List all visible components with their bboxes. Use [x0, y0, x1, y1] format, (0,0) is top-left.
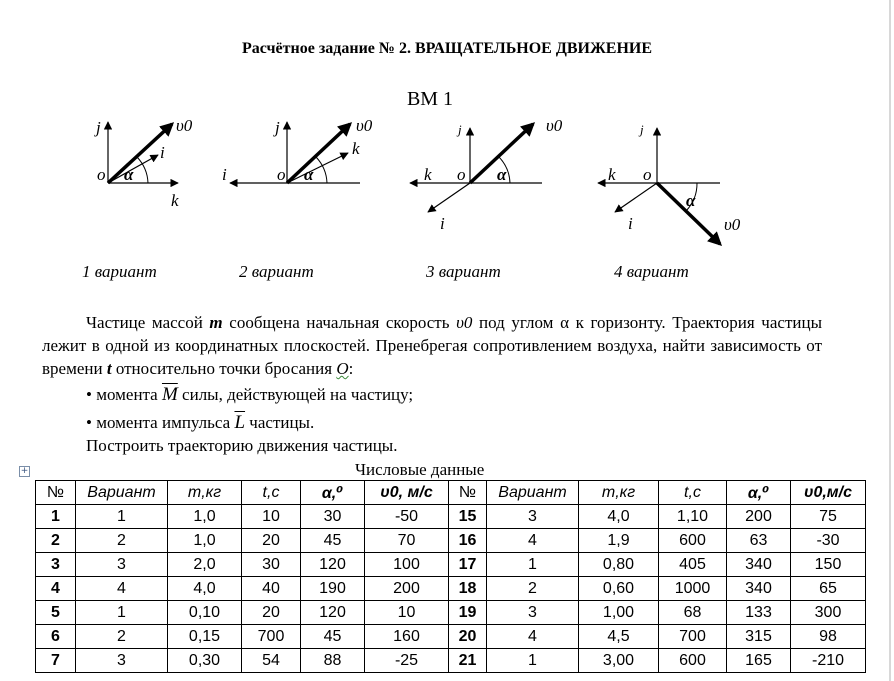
table-cell: 340 — [727, 577, 791, 601]
table-cell: 133 — [727, 601, 791, 625]
table-cell: 45 — [301, 529, 365, 553]
table-cell: 1,0 — [168, 505, 242, 529]
table-cell: 15 — [449, 505, 487, 529]
table-cell: 2 — [76, 529, 168, 553]
table-cell: 75 — [791, 505, 866, 529]
label-alpha: α — [497, 165, 507, 184]
column-header: Вариант — [487, 481, 579, 505]
table-cell: 4 — [487, 625, 579, 649]
table-cell: 4 — [487, 529, 579, 553]
table-cell: 0,10 — [168, 601, 242, 625]
bullet-moment-force: • момента $\overline{M}$ силы, действующей на частицу; — [86, 384, 414, 405]
table-cell: 2 — [76, 625, 168, 649]
table-cell: 20 — [449, 625, 487, 649]
table-cell: 1,10 — [659, 505, 727, 529]
label-o: o — [457, 165, 466, 184]
table-cell: 3,00 — [579, 649, 659, 673]
table-cell: 40 — [242, 577, 301, 601]
label-j: j — [640, 122, 644, 137]
table-row — [36, 577, 866, 601]
variant-label-1: 1 вариант — [82, 262, 157, 281]
table-cell: 68 — [659, 601, 727, 625]
table-cell: 98 — [791, 625, 866, 649]
table-cell: 1000 — [659, 577, 727, 601]
label-v0: υ0 — [176, 116, 193, 135]
label-k: k — [608, 165, 616, 184]
table-cell: 2 — [487, 577, 579, 601]
table-cell: 2,0 — [168, 553, 242, 577]
table-cell: 3 — [36, 553, 76, 577]
table-cell: 63 — [727, 529, 791, 553]
table-cell: 0,60 — [579, 577, 659, 601]
diagram-variant-4 — [598, 122, 741, 244]
table-cell: 1,0 — [168, 529, 242, 553]
label-v0: υ0 — [724, 215, 741, 234]
table-cell: 0,30 — [168, 649, 242, 673]
table-row — [36, 625, 866, 649]
table-cell: 10 — [242, 505, 301, 529]
table-cell: 200 — [727, 505, 791, 529]
label-i: i — [440, 214, 445, 233]
variant-label-2: 2 вариант — [239, 262, 314, 281]
table-cell: 190 — [301, 577, 365, 601]
table-cell: 17 — [449, 553, 487, 577]
table-cell: 4 — [76, 577, 168, 601]
table-cell: 120 — [301, 601, 365, 625]
table-cell: 1 — [76, 601, 168, 625]
table-cell: 1,00 — [579, 601, 659, 625]
table-cell: 600 — [659, 649, 727, 673]
axis-i — [615, 183, 657, 212]
column-header: υ0,м/с — [791, 481, 866, 505]
label-k: k — [352, 139, 360, 158]
label-alpha: α — [686, 191, 696, 210]
problem-statement: Частице массой m сообщена начальная скорость υ0 под углом α к горизонту. Траектория частицы лежит в одной из координатных плоскостей. Пренебрегая сопротивлением воздуха, найти зависимость от времени t относительно точки бросания O: — [42, 313, 822, 378]
table-row — [36, 529, 866, 553]
velocity-vector — [287, 124, 350, 183]
table-cell: 18 — [449, 577, 487, 601]
column-header: υ0, м/с — [365, 481, 449, 505]
table-cell: 88 — [301, 649, 365, 673]
table-cell: 1,9 — [579, 529, 659, 553]
table-cell: 300 — [791, 601, 866, 625]
table-cell: 4 — [36, 577, 76, 601]
table-cell: 2 — [36, 529, 76, 553]
label-v0: υ0 — [356, 116, 373, 135]
table-row — [36, 601, 866, 625]
table-cell: 20 — [242, 601, 301, 625]
table-move-handle-icon[interactable]: + — [20, 466, 29, 476]
table-cell: 3 — [76, 553, 168, 577]
table-cell: -50 — [365, 505, 449, 529]
axis-k — [287, 153, 348, 183]
table-cell: 16 — [449, 529, 487, 553]
column-header: Вариант — [76, 481, 168, 505]
table-cell: 70 — [365, 529, 449, 553]
table-header-row — [36, 481, 866, 505]
build-trajectory-text: Построить траекторию движения частицы. — [86, 436, 398, 455]
label-k: k — [171, 191, 179, 210]
label-i: i — [160, 143, 165, 162]
table-cell: 0,80 — [579, 553, 659, 577]
table-cell: 4,5 — [579, 625, 659, 649]
table-cell: 700 — [659, 625, 727, 649]
page-title: Расчётное задание № 2. ВРАЩАТЕЛЬНОЕ ДВИЖЕНИЕ — [241, 40, 653, 57]
table-cell: 1 — [76, 505, 168, 529]
label-o: o — [97, 165, 106, 184]
column-header: m,кг — [168, 481, 242, 505]
column-header: t,с — [242, 481, 301, 505]
label-j: j — [96, 118, 101, 137]
label-alpha: α — [304, 165, 314, 184]
diagram-variant-2 — [222, 116, 373, 184]
table-cell: 54 — [242, 649, 301, 673]
label-v0: υ0 — [546, 116, 563, 135]
table-cell: 3 — [487, 601, 579, 625]
table-cell: 200 — [365, 577, 449, 601]
table-cell: -210 — [791, 649, 866, 673]
label-o: o — [643, 165, 652, 184]
label-alpha: α — [124, 165, 134, 184]
diagram-variant-1 — [94, 116, 193, 210]
column-header: t,с — [659, 481, 727, 505]
table-cell: 315 — [727, 625, 791, 649]
table-cell: 600 — [659, 529, 727, 553]
table-caption: Числовые данные — [355, 460, 485, 479]
table-row — [36, 649, 866, 673]
page-subtitle: ВМ 1 — [406, 88, 454, 110]
table-cell: 19 — [449, 601, 487, 625]
table-cell: 45 — [301, 625, 365, 649]
variant-label-4: 4 вариант — [614, 262, 689, 281]
column-header: α,⁰ — [727, 481, 791, 505]
label-i: i — [628, 214, 633, 233]
table-row — [36, 505, 866, 529]
table-cell: 0,15 — [168, 625, 242, 649]
table-cell: 4,0 — [579, 505, 659, 529]
table-cell: 7 — [36, 649, 76, 673]
table-cell: 165 — [727, 649, 791, 673]
table-cell: -30 — [791, 529, 866, 553]
table-cell: 1 — [487, 649, 579, 673]
table-cell: 4,0 — [168, 577, 242, 601]
table-cell: 405 — [659, 553, 727, 577]
table-cell: 10 — [365, 601, 449, 625]
column-header: № — [449, 481, 487, 505]
table-cell: 6 — [36, 625, 76, 649]
table-cell: 21 — [449, 649, 487, 673]
table-cell: 160 — [365, 625, 449, 649]
label-i: i — [222, 165, 227, 184]
variant-diagrams — [0, 0, 894, 300]
table-cell: 1 — [487, 553, 579, 577]
table-cell: 1 — [36, 505, 76, 529]
table-cell: 20 — [242, 529, 301, 553]
table-cell: -25 — [365, 649, 449, 673]
column-header: № — [36, 481, 76, 505]
table-cell: 120 — [301, 553, 365, 577]
table-cell: 150 — [791, 553, 866, 577]
table-cell: 5 — [36, 601, 76, 625]
table-cell: 3 — [76, 649, 168, 673]
table-cell: 30 — [301, 505, 365, 529]
table-cell: 65 — [791, 577, 866, 601]
column-header: m,кг — [579, 481, 659, 505]
bullet-angular-momentum: • момента импульса $\overline{L}$ частицы. — [86, 412, 315, 433]
variant-label-3: 3 вариант — [426, 262, 501, 281]
label-j: j — [275, 118, 280, 137]
label-o: o — [277, 165, 286, 184]
table-cell: 340 — [727, 553, 791, 577]
table-cell: 3 — [487, 505, 579, 529]
label-j: j — [458, 122, 462, 137]
data-table — [35, 480, 866, 673]
table-row — [36, 553, 866, 577]
table-cell: 700 — [242, 625, 301, 649]
table-cell: 30 — [242, 553, 301, 577]
column-header: α,⁰ — [301, 481, 365, 505]
diagram-variant-3 — [410, 116, 563, 233]
label-k: k — [424, 165, 432, 184]
table-cell: 100 — [365, 553, 449, 577]
axis-i — [428, 183, 470, 212]
